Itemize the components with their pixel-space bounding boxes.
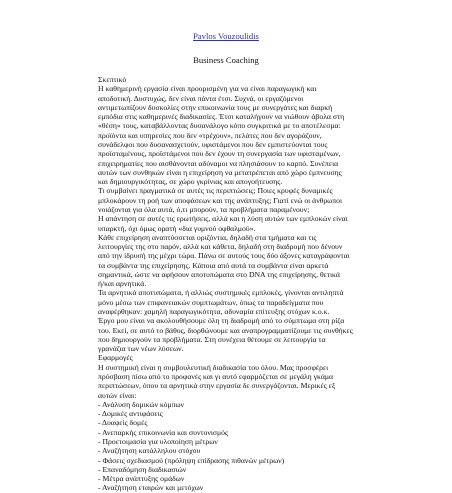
text-line: λειτουργίες της στο παρόν, αλλά και κάθετα, δηλαδή στη διαδρομή που δένουν	[98, 242, 343, 252]
text-line: - Φάσεις σχεδιασμού (πρόληψη επίδρασης πιθανών μέτρων)	[98, 455, 285, 465]
text-line: προϊσταμένους, προϊστάμενοι που δεν έχουν τη συνεργασία των υφισταμένων,	[98, 149, 341, 159]
text-line: Τι συμβαίνει πραγματικά σε αυτές τις περιπτώσεις; Ποιες κρυφές δυναμικές	[98, 186, 333, 196]
text-line: Εφαρμογές	[98, 353, 133, 363]
text-line: πρόσβαση πίσω από το προφανές και γι αυτό εφαρμόζεται σε μεγάλη γκάμα	[98, 372, 333, 381]
text-line: Έργο μου είναι να ακολουθήσουμε όλη τη διαδρομή από το σύμπτωμα στη ρίζα	[98, 316, 345, 326]
text-line: - Δομικές αντιφάσεις	[98, 409, 163, 419]
text-line: - Επαναδόμηση διαδικασιών	[98, 464, 187, 474]
text-line: - Ανάλυση δομικών κόμπων	[98, 399, 185, 409]
text-line: Η απάντηση σε αυτές τις ερωτήσεις, αλλά και η λύση αυτών των εμπλοκών είναι	[98, 214, 348, 224]
text-line: Η καθημερινή εργασία είναι προορισμένη για να είναι παραγωγική και	[98, 84, 317, 94]
text-line: νοιάζονται για όλα αυτά, ό,τι μπορούν, τα προβλήματα παραμένουν;	[98, 204, 310, 214]
text-line: που δημιουργούν τα προβλήματα. Στη συνέχεια θέτουμε σε λειτουργία τα	[98, 334, 326, 344]
text-line: Η συστημική είναι η συμβουλευτική διαδικασία του όλου. Μας προσφέρει	[98, 362, 329, 372]
text-line: Κάθε επιχείρηση αναπτύσσεται οριζόντια, δηλαδή στα τμήματα και τις	[98, 232, 317, 242]
text-line: αντιμετωπίζουν δυσκολίες στην επικοινωνία τους με συνεργάτες και διαρκή	[98, 102, 333, 112]
text-line: - Μέτρα ανάπτυξης ομάδων	[98, 474, 185, 484]
text-line: «θέση» τους, καταβάλλοντας δυσανάλογο κόπο συγκριτικά με το αποτέλεσμα:	[98, 121, 341, 131]
text-line: αναφέρθηκαν: χαμηλή παραγωγικότητα, αδυναμία επίτευξης στόχων κ.ο.κ.	[98, 307, 330, 317]
text-line: περιπτώσεων, όπου τα αρνητικά στην εργασία δε συνεργάζονται. Μερικές εξ	[98, 381, 336, 391]
text-line: - Δυαφείς δομές	[98, 418, 148, 428]
text-line: - Προετοιμασία για υλοποίηση μέτρων	[98, 436, 218, 446]
text-line: - Αναζήτηση εταιρών και μετόχων	[98, 483, 204, 493]
author-link[interactable]: Pavlos Vouzoulidis	[193, 31, 259, 41]
text-line: και δημιουργικότητας, σε χώρο γκρίνιας και απογοήτευσης.	[98, 177, 283, 187]
text-line: - Αναζήτηση κατάλληλου στόχου	[98, 446, 201, 456]
text-line: του. Εκεί, σε αυτό το βάθος, διορθώνουμε και αναπρογραμματίζουμε τις συνθήκες	[98, 325, 353, 335]
text-line: τα συμβάντα της επιχείρησης. Κάποια από αυτά τα συμβάντα είναι αρκετά	[98, 260, 329, 270]
text-line: από την ίδρυσή της μέχρι τώρα. Πάνω σε αυτούς τους δύο άξονες καταγράφονται	[98, 251, 350, 261]
text-line: γρανάζια των νέων λύσεων.	[98, 344, 184, 354]
document-title: Business Coaching	[193, 55, 259, 65]
text-line: αυτών είναι:	[98, 390, 137, 400]
document-body	[98, 75, 378, 493]
text-line: μόνο μέσω των επιφανειακών συμπτωμάτων, όπως τα παραδείγματα που	[98, 297, 324, 307]
text-line: αποδοτική. Δυστυχώς, δεν είναι πάντα έτσι. Συχνά, οι εργαζόμενοι	[98, 93, 304, 103]
text-line: αυτών των συνθηκών είναι η επιχείρηση να μετατρέπεται από χώρο έμπνευσης	[98, 167, 342, 177]
text-line: σημαντικά, ώστε να αφήσουν αποτυπώματα στο DNA της επιχείρησης, θετικά	[98, 269, 340, 279]
text-line: υπαρκτή, όχι όμως ορατή «δια γυμνού οφθαλμού».	[98, 223, 256, 233]
text-line: συνάδελφοι που δυσανασχετούν, υφιστάμενοι που δεν εμπιστεύονται τους	[98, 139, 328, 149]
text-line: προϊόντα και υπηρεσίες που δεν «τρέχουν», πελάτες που δεν αγοράζουν,	[98, 130, 322, 140]
text-line: επιχειρηματίες που αισθάνονται αδύναμοι να πλησιάσουν το καρπό. Συνέπεια	[98, 158, 339, 168]
text-line: Τα αρνητικά αποτυπώματα, ή αλλιώς συστημικές εμπλοκές, γίνονται αντιληπτά	[98, 288, 344, 298]
text-line: μπλοκάρουν τη ροή των αποφάσεων και της ανάπτυξης; Γιατί ενώ οι άνθρωποι	[98, 195, 343, 205]
text-line: Σκεπτικό	[98, 75, 127, 84]
text-line: εμπόδια στις καθημερινές διαδικασίες. Έτσι καταλήγουν να νιώθουν άβολα στη	[98, 112, 345, 122]
text-line: ή/και αρνητικά.	[98, 279, 147, 289]
text-line: - Ανεπαρκής επικοινωνία και συντονισμός	[98, 427, 229, 437]
